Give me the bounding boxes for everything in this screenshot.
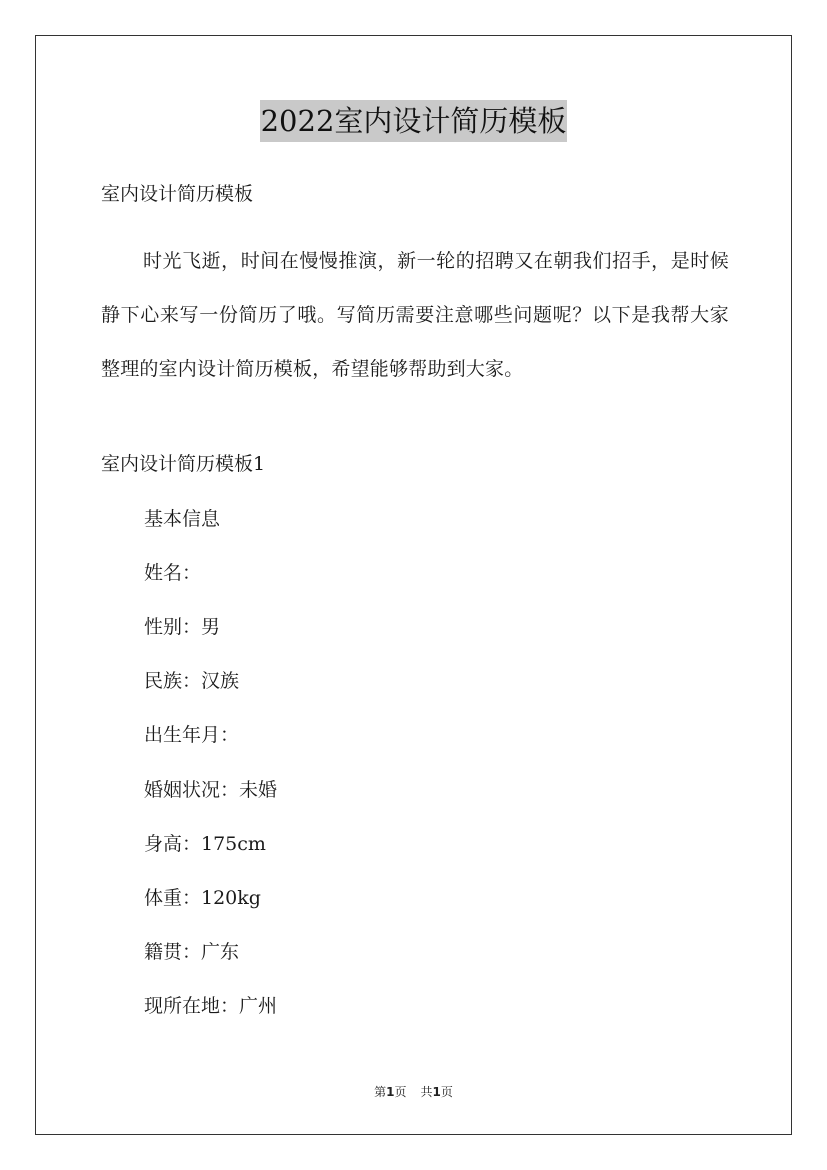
field-ethnicity: 民族：汉族	[144, 670, 240, 692]
intro-paragraph: 时光飞逝，时间在慢慢推演，新一轮的招聘又在朝我们招手，是时候静下心来写一份简历了哦。写简历需要注意哪些问题呢？以下是我帮大家整理的室内设计简历模板，希望能够帮助到大家。	[101, 250, 729, 380]
field-birth-date: 出生年月：	[144, 724, 240, 746]
field-name: 姓名：	[144, 562, 202, 584]
field-height: 身高：175cm	[144, 833, 266, 855]
field-current-location: 现所在地：广州	[144, 995, 278, 1017]
document-title: 2022室内设计简历模板	[260, 100, 568, 142]
field-gender: 性别：男	[144, 616, 221, 638]
page-footer	[0, 1084, 827, 1100]
basic-info-heading: 基本信息	[144, 508, 221, 530]
document-subtitle: 室内设计简历模板	[101, 183, 254, 205]
field-hometown: 籍贯：广东	[144, 941, 240, 963]
field-marital-status: 婚姻状况：未婚	[144, 779, 278, 801]
field-weight: 体重：120kg	[144, 887, 261, 909]
title-container	[0, 100, 827, 142]
section-heading: 室内设计简历模板1	[101, 453, 266, 475]
page-total: 共1页	[420, 1085, 453, 1099]
page-number: 第1页	[374, 1085, 407, 1099]
